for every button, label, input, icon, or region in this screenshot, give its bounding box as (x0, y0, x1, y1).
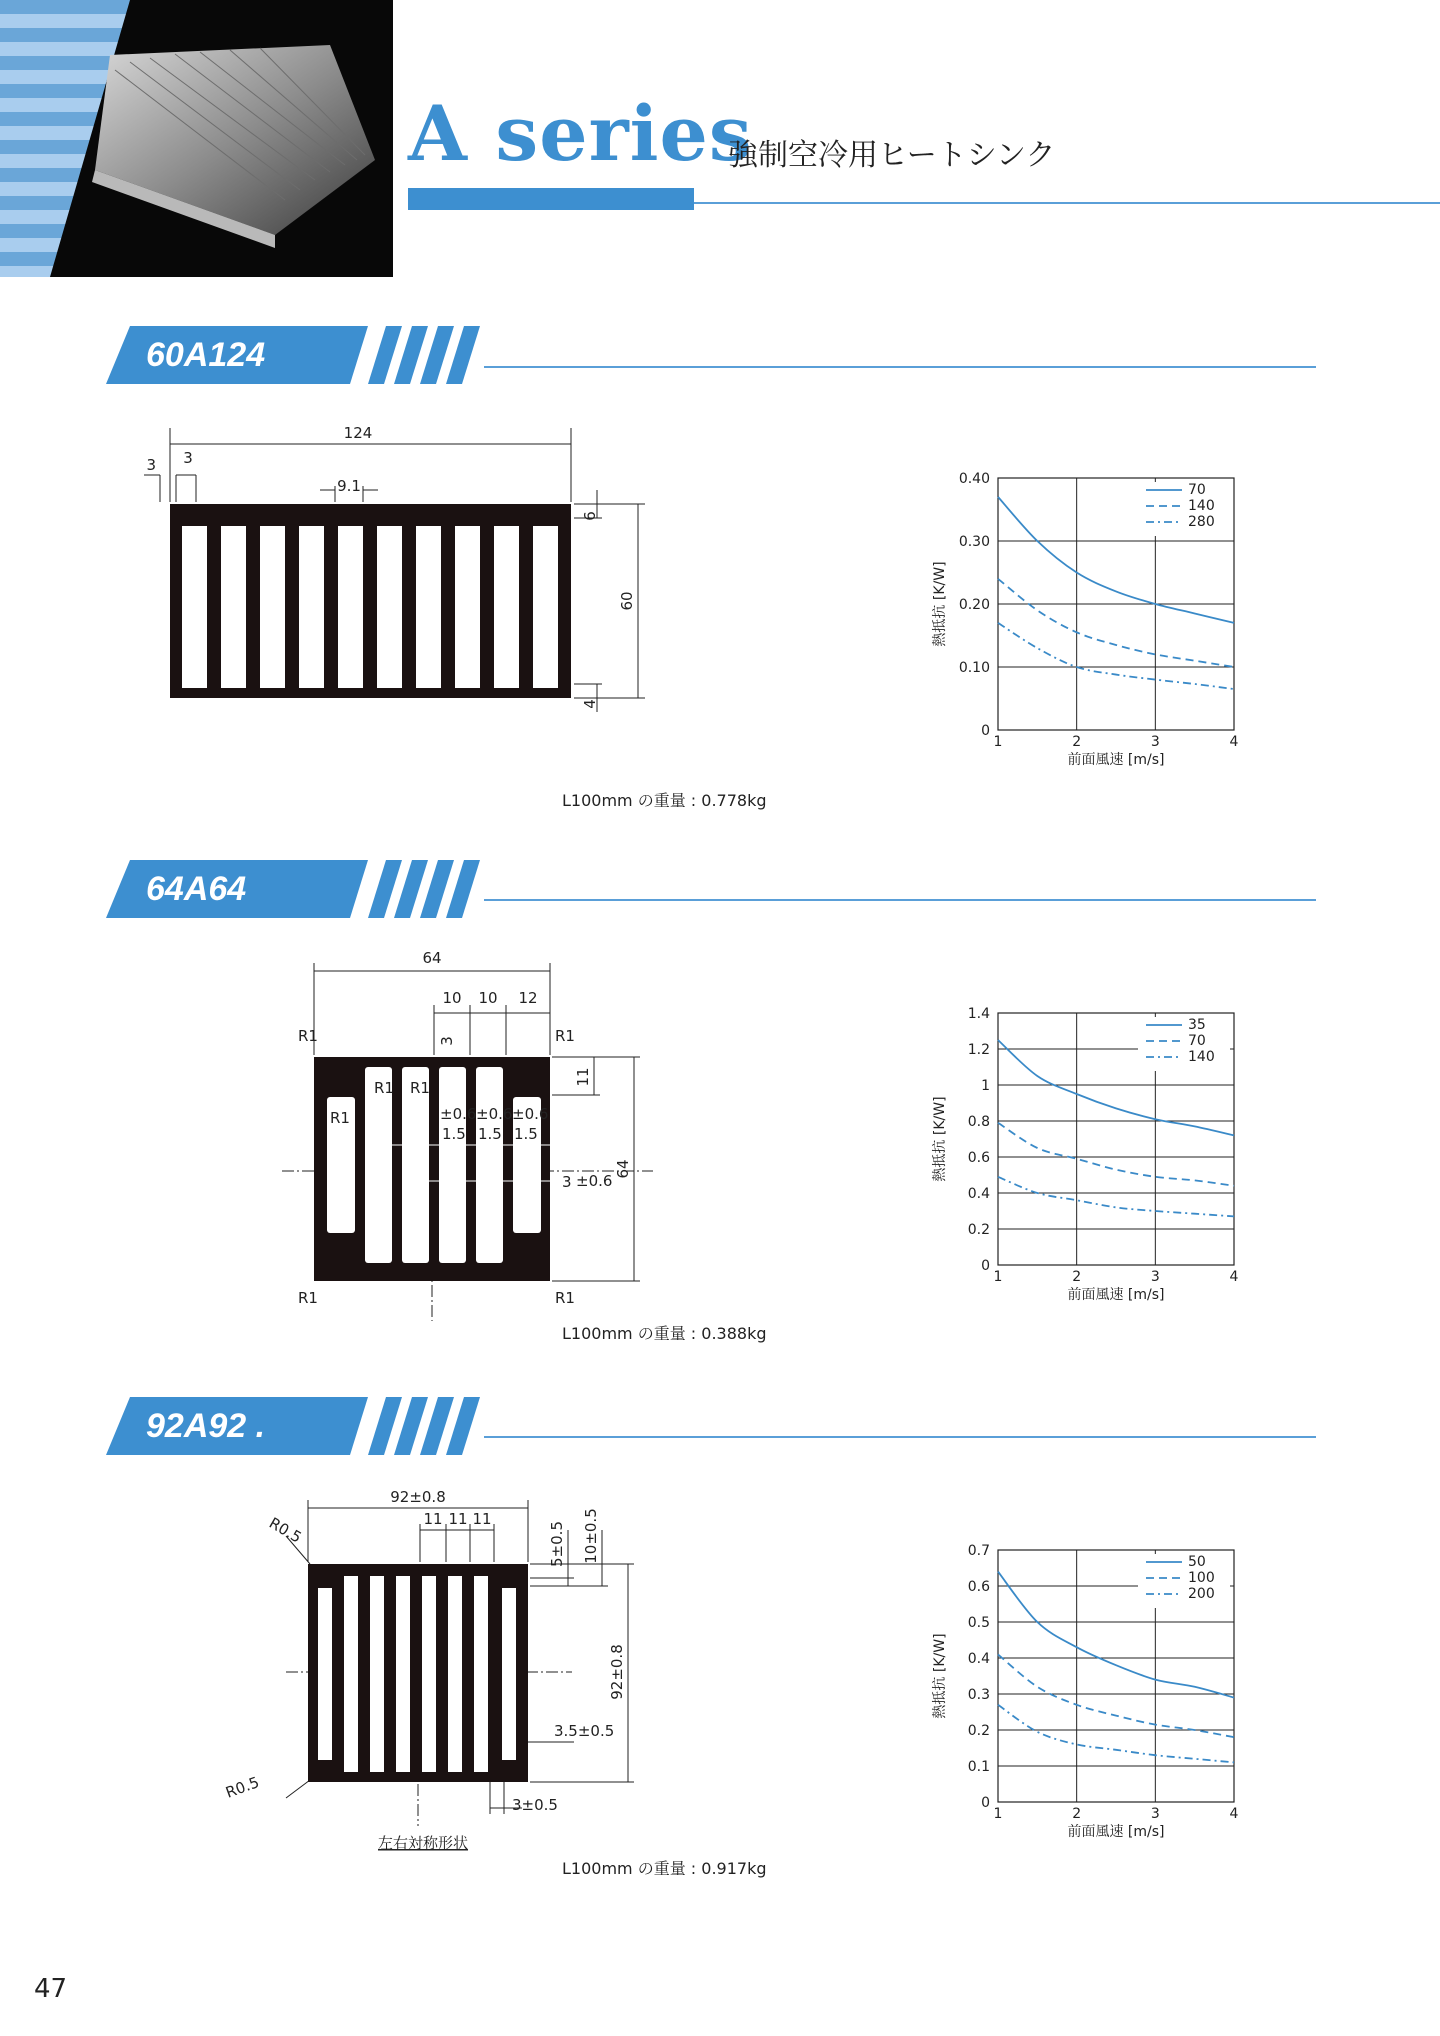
legend-label: 100 (1188, 1570, 1215, 1586)
title-rule (694, 202, 1440, 204)
y-tick-label: 1.4 (967, 1006, 990, 1022)
y-axis-label: 熱抵抗 [K/W] (932, 1633, 948, 1719)
dim-fin: 3.5±0.5 (554, 1722, 615, 1740)
weight-text: L100mm の重量 : 0.917kg (562, 1859, 767, 1878)
series-line-200 (998, 1705, 1234, 1763)
dim-left-b: 3 (183, 449, 193, 467)
x-axis-label: 前面風速 [m/s] (1067, 1287, 1165, 1303)
legend-label: 70 (1188, 1033, 1206, 1049)
x-tick-label: 1 (993, 734, 1003, 750)
dim-pitch: 9.1 (337, 477, 361, 495)
dim-base: 3±0.5 (512, 1796, 558, 1814)
y-tick-label: 0.3 (967, 1687, 990, 1703)
x-tick-label: 3 (1150, 734, 1160, 750)
y-tick-label: 0.6 (967, 1150, 990, 1166)
model-header-64A64 (106, 860, 486, 918)
series-line-280 (998, 623, 1234, 689)
dim-width: 64 (422, 949, 442, 967)
dim-width: 124 (343, 424, 373, 442)
dim-top: 6 (581, 511, 599, 521)
dim-height: 92±0.8 (608, 1644, 626, 1700)
legend-label: 200 (1188, 1586, 1215, 1602)
weight-text: L100mm の重量 : 0.388kg (562, 1324, 767, 1343)
dim-base-tol: ±0.6 (576, 1172, 613, 1190)
x-tick-label: 3 (1150, 1806, 1160, 1822)
y-tick-label: 0.5 (967, 1615, 990, 1631)
y-tick-label: 1.2 (967, 1042, 990, 1058)
dim-fin: 3 (438, 1036, 456, 1046)
dim-tol-1: ±0.6 (440, 1105, 477, 1123)
profile-drawing-60A124 (140, 420, 650, 720)
y-tick-label: 0.2 (967, 1222, 990, 1238)
legend-label: 70 (1188, 482, 1206, 498)
dim-gap3: 12 (518, 989, 538, 1007)
y-tick-label: 0 (981, 723, 990, 739)
legend-label: 140 (1188, 498, 1215, 514)
profile-drawing-64A64 (268, 945, 668, 1325)
thermal-chart-64A64 (930, 995, 1260, 1315)
model-name: 92A92 . (146, 1407, 266, 1445)
dim-left-a: 3 (146, 456, 156, 474)
x-tick-label: 4 (1229, 1269, 1239, 1285)
legend-label: 280 (1188, 514, 1215, 530)
dim-pitch3: 11 (472, 1510, 492, 1528)
x-tick-label: 2 (1072, 734, 1082, 750)
dim-radius-in1: R1 (374, 1079, 394, 1097)
series-line-100 (998, 1654, 1234, 1737)
dim-top: 11 (574, 1067, 592, 1087)
y-tick-label: 0.1 (967, 1759, 990, 1775)
dim-gap1: 10 (442, 989, 462, 1007)
header-photo (0, 0, 393, 277)
dim-bottom: 4 (581, 699, 599, 709)
y-tick-label: 0.10 (958, 660, 990, 676)
dim-radius-br: R1 (555, 1289, 575, 1307)
y-tick-label: 0.7 (967, 1543, 990, 1559)
dim-radius-tr: R1 (555, 1027, 575, 1045)
model-name: 60A124 (146, 336, 266, 374)
dim-width: 92±0.8 (390, 1488, 446, 1506)
legend-label: 35 (1188, 1017, 1206, 1033)
symmetric-note: 左右対称形状 (378, 1834, 469, 1852)
dim-radius-bottom: R0.5 (223, 1773, 262, 1802)
y-tick-label: 0.4 (967, 1186, 990, 1202)
model-header-60A124 (106, 326, 486, 384)
x-axis-label: 前面風速 [m/s] (1067, 752, 1165, 768)
legend-label: 50 (1188, 1554, 1206, 1570)
y-tick-label: 1 (981, 1078, 990, 1094)
series-title: A series (408, 89, 753, 178)
model-header-92A92 (106, 1397, 486, 1455)
y-tick-label: 0.8 (967, 1114, 990, 1130)
dim-fin-t-2: 1.5 (478, 1125, 502, 1143)
y-tick-label: 0 (981, 1258, 990, 1274)
y-axis-label: 熱抵抗 [K/W] (932, 561, 948, 647)
dim-pitch2: 11 (448, 1510, 468, 1528)
dim-pitch1: 11 (423, 1510, 443, 1528)
dim-radius-bl: R1 (298, 1289, 318, 1307)
series-line-140 (998, 1177, 1234, 1217)
dim-height: 64 (614, 1159, 632, 1179)
x-tick-label: 1 (993, 1806, 1003, 1822)
x-tick-label: 2 (1072, 1806, 1082, 1822)
heatsink-photo-icon (0, 0, 393, 277)
dim-fin-t-1: 1.5 (442, 1125, 466, 1143)
model-name: 64A64 (146, 870, 247, 908)
y-tick-label: 0.6 (967, 1579, 990, 1595)
x-tick-label: 4 (1229, 1806, 1239, 1822)
thermal-chart-60A124 (930, 460, 1260, 780)
x-tick-label: 4 (1229, 734, 1239, 750)
dim-radius-tl: R1 (298, 1027, 318, 1045)
y-tick-label: 0 (981, 1795, 990, 1811)
dim-radius-in3: R1 (330, 1109, 350, 1127)
dim-fin-t-3: 1.5 (514, 1125, 538, 1143)
dim-top10: 10±0.5 (582, 1508, 600, 1564)
thermal-chart-92A92 (930, 1532, 1260, 1852)
section-rule (484, 1436, 1316, 1438)
y-tick-label: 0.20 (958, 597, 990, 613)
section-rule (484, 899, 1316, 901)
x-axis-label: 前面風速 [m/s] (1067, 1824, 1165, 1840)
x-tick-label: 3 (1150, 1269, 1160, 1285)
y-tick-label: 0.2 (967, 1723, 990, 1739)
title-underline-bar (408, 188, 694, 210)
y-axis-label: 熱抵抗 [K/W] (932, 1096, 948, 1182)
series-subtitle: 強制空冷用ヒートシンク (728, 138, 1056, 173)
weight-text: L100mm の重量 : 0.778kg (562, 791, 767, 810)
profile-drawing-92A92 (222, 1480, 642, 1880)
dim-tol-3: ±0.6 (512, 1105, 549, 1123)
dim-radius-top: R0.5 (266, 1513, 305, 1547)
legend-label: 140 (1188, 1049, 1215, 1065)
dim-radius-in2: R1 (410, 1079, 430, 1097)
page-number: 47 (34, 1974, 68, 2004)
section-rule (484, 366, 1316, 368)
x-tick-label: 2 (1072, 1269, 1082, 1285)
dim-tol-2: ±0.6 (476, 1105, 513, 1123)
y-tick-label: 0.30 (958, 534, 990, 550)
x-tick-label: 1 (993, 1269, 1003, 1285)
series-line-70 (998, 1123, 1234, 1186)
y-tick-label: 0.40 (958, 471, 990, 487)
y-tick-label: 0.4 (967, 1651, 990, 1667)
dim-base: 3 (562, 1173, 572, 1191)
dim-height: 60 (618, 591, 636, 611)
dim-gap2: 10 (478, 989, 498, 1007)
dim-top5: 5±0.5 (548, 1521, 566, 1567)
